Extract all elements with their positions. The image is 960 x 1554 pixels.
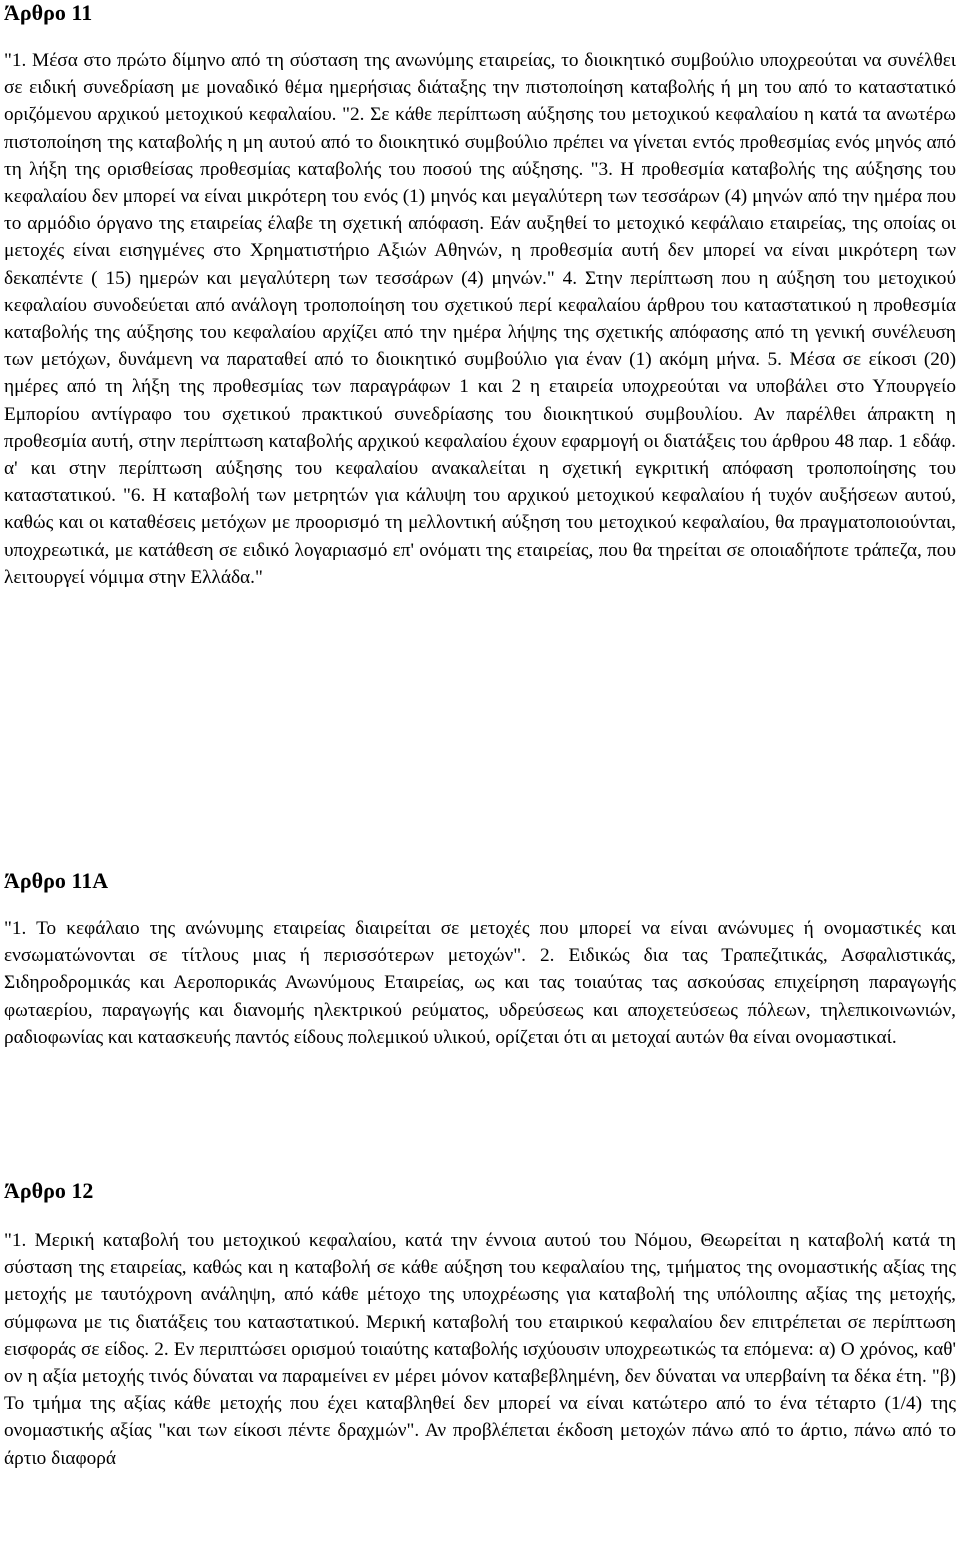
article-12-text: "1. Μερική καταβολή του μετοχικού κεφαλαίου, κατά την έννοια αυτού του Νόμου, Θεωρείται η καταβολή κατά τη σύσταση της εταιρείας, καθώς και η καταβολή σε κάθε αύξηση του κεφαλαίου της, τμήματος της ονομαστικής αξίας της μετοχής με ταυτόχρονη ανάληψη, από κάθε μέτοχο της υποχρέωσης για καταβολή της υπόλοιπης αξίας της μετοχής, σύμφωνα με τις διατάξεις του καταστατικού. Μερική καταβολή του εταιρικού κεφαλαίου δεν επιτρέπεται σε περίπτωση εισφοράς σε είδος. 2. Εν περιπτώσει ορισμού τοιαύτης καταβολής ισχύουσιν υποχρεωτικώς τα επόμενα: α) Ο χρόνος, καθ' ον η αξία μετοχής τινός δύναται να παραμείνει εν μέρει μόνον καταβεβλημένη, δεν δύναται να υπερβαίνη τα δέκα έτη. "β) Το τμήμα της αξίας κάθε μετοχής που έχει καταβληθεί δεν μπορεί να είναι κατώτερο από το ένα τέταρτο (1/4) της ονομαστικής αξίας "και των είκοσι πέντε δραχμών". Αν προβλέπεται έκδοση μετοχών πάνω από το άρτιο, πάνω από το άρτιο διαφορά (4, 1230, 956, 1469)
article-11a-text: "1. Το κεφάλαιο της ανώνυμης εταιρείας διαιρείται σε μετοχές που μπορεί να είναι ανώνυμες ή ονομαστικές και ενσωματώνονται σε τίτλους μιας ή περισσότερων μετοχών". 2. Ειδικώς δια τας Τραπεζιτικάς, Ασφαλιστικάς, Σιδηροδρομικάς και Αεροπορικάς Ανωνύμους Εταιρείας, ως και τας τοιαύτας τας ασκούσας επιχείρηση παραγωγής φωταερίου, παραγωγής και διανομής ηλεκτρικού ρεύματος, υδρεύσεως και αποχετεύσεως πόλεων, τηλεπικοινωνιών, ραδιοφωνίας και κατασκευής παντός είδους πολεμικού υλικού, ορίζεται ότι αι μετοχαί αυτών θα είναι ονομαστικαί. (4, 918, 956, 1048)
article-11a-heading: Άρθρο 11Α (4, 868, 109, 893)
article-11-heading: Άρθρο 11 (4, 0, 93, 25)
article-12-heading: Άρθρο 12 (4, 1178, 94, 1203)
article-11-text: "1. Μέσα στο πρώτο δίμηνο από τη σύσταση της ανωνύμης εταιρείας, το διοικητικό συμβούλιο υποχρεούται να συνέλθει σε ειδική συνεδρίαση με μοναδικό θέμα ημερήσιας διάταξης την πιστοποίηση καταβολής ή μη του από το καταστατικό οριζόμενου αρχικού μετοχικού κεφαλαίου. "2. Σε κάθε περίπτωση αύξησης του μετοχικού κεφαλαίου η κατά τα ανωτέρω πιστοποίηση της καταβολής η μη αυτού από το διοικητικό συμβούλιο πρέπει να γίνεται εντός προθεσμίας ενός μηνός από τη λήξη της ορισθείσας προθεσμίας καταβολής του ποσού της αύξησης. "3. Η προθεσμία καταβολής της αύξησης του κεφαλαίου δεν μπορεί να είναι μικρότερη του ενός (1) μηνός και μεγαλύτερη των τεσσάρων (4) μηνών από την ημέρα που το αρμόδιο όργανο της εταιρείας έλαβε τη σχετική απόφαση. Εάν αυξηθεί το μετοχικό κεφάλαιο εταιρείας, της οποίας οι μετοχές είναι εισηγμένες στο Χρηματιστήριο Αξιών Αθηνών, η προθεσμία αυτή δεν μπορεί να είναι μικρότερη των δεκαπέντε ( 15) ημερών και μεγαλύτερη των τεσσάρων (4) μηνών." 4. Στην περίπτωση που η αύξηση του μετοχικού κεφαλαίου συνοδεύεται από ανάλογη τροποποίηση του σχετικού περί κεφαλαίου άρθρου του καταστατικού η προθεσμία καταβολής της αύξησης του κεφαλαίου αρχίζει από την ημέρα λήψης της σχετικής απόφασης από τη γενική συνέλευση των μετόχων, δυνάμενη να παραταθεί από το διοικητικό συμβούλιο για έναν (1) ακόμη μήνα. 5. Μέσα σε είκοσι (20) ημέρες από τη λήξη της προθεσμίας των παραγράφων 1 και 2 η εταιρεία υποχρεούται να υποβάλει στο Υπουργείο Εμπορίου αντίγραφο του σχετικού πρακτικού συνεδρίασης του διοικητικού συμβουλίου. Αν παρέλθει άπρακτη η προθεσμία αυτή, στην περίπτωση καταβολής αρχικού κεφαλαίου έχουν εφαρμογή οι διατάξεις του άρθρου 48 παρ. 1 εδάφ. α' και στην περίπτωση αύξησης του κεφαλαίου ανακαλείται η σχετική εγκριτική απόφαση τροποποίησης του καταστατικού. "6. Η καταβολή των μετρητών για κάλυψη του αρχικού μετοχικού κεφαλαίου ή τυχόν αυξήσεων αυτού, καθώς και οι καταθέσεις μετόχων με προορισμό τη μελλοντική αύξηση του μετοχικού κεφαλαίου, θα πραγματοποιούνται, υποχρεωτικά, με κατάθεση σε ειδικό λογαριασμό επ' ονόματι της εταιρείας, που θα τηρείται σε οποιαδήποτε τράπεζα, που λειτουργεί νόμιμα στην Ελλάδα." (4, 50, 956, 588)
